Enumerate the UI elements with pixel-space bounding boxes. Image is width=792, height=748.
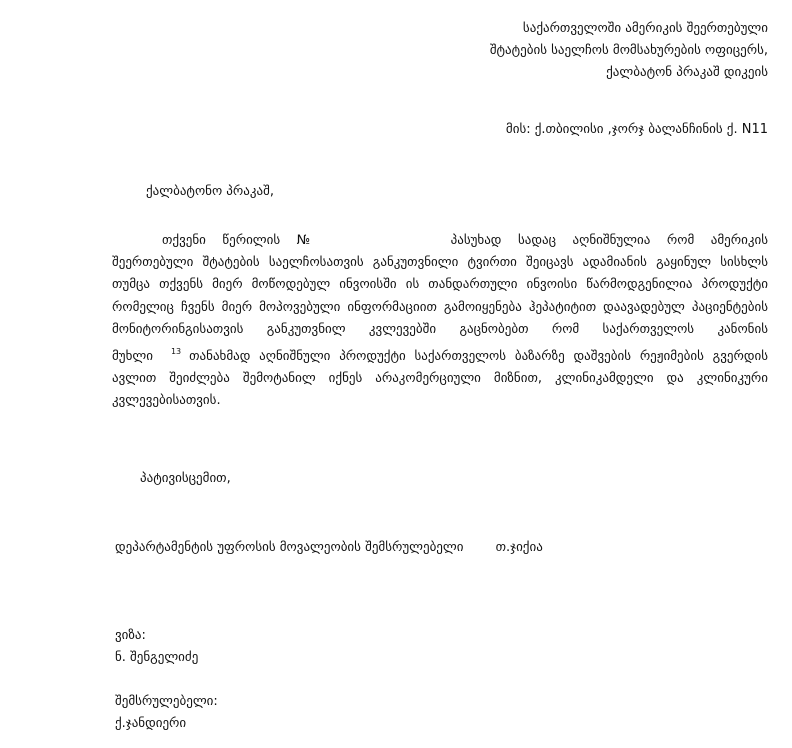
salutation: ქალბატონო პრაკაშ, bbox=[146, 184, 274, 199]
visa-label: ვიზა: bbox=[115, 628, 146, 643]
body-part-1: თქვენი წერილის № bbox=[162, 233, 321, 248]
signer-line bbox=[115, 540, 543, 555]
signer-title: დეპარტამენტის უფროსის მოვალეობის შემსრულებელი bbox=[115, 540, 464, 555]
executor-label: შემსრულებელი: bbox=[115, 694, 218, 709]
recipient-address: მის: ქ.თბილისი ,ჯორჯ ბალანჩინის ქ. N11 bbox=[505, 122, 768, 137]
closing: პატივისცემით, bbox=[140, 471, 231, 486]
body-part-3: თანახმად აღნიშნული პროდუქტი საქართველოს ბაზარზე დაშვების რეჟიმების გვერდის ავლით შეიძლება შემოტანილ იქნეს არაკომერციული მიზნით, კლინიკამდელი და კლინიკური კვლევებისათვის. bbox=[112, 349, 768, 409]
letter-body bbox=[112, 230, 768, 413]
recipient-line-1: საქართველოში ამერიკის შეერთებული bbox=[522, 21, 768, 36]
body-part-2: პასუხად სადაც აღნიშნულია რომ ამერიკის შეერთებული შტატების საელჩოსათვის განკუთვნილი ტვირთი შეიცავს ადამიანის გაყინულ სისხლს თუმცა თქვენს მიერ მოწოდებულ ინვოისში ის თანდართული ინვოისი წარმოდგენილია პროდუქტი რომელიც ჩვენს მიერ მოპოვებული ინფორმაციით გამოიყენება ჰეპატიტით დაავადებულ პაციენტების მონიტორინგისათვის განკუთვნილ კვლევებში გაცნობებთ რომ საქართველოს კანონის მუხლი bbox=[112, 233, 768, 365]
recipient-line-3: ქალბატონ პრაკაშ დიკეის bbox=[606, 65, 768, 80]
recipient-block bbox=[490, 18, 768, 84]
signer-name: თ.ჯიქია bbox=[495, 540, 543, 555]
footer-block bbox=[115, 625, 218, 735]
body-superscript: 13 bbox=[170, 347, 182, 357]
executor-name: ქ.ჯანდიერი bbox=[115, 716, 187, 731]
recipient-line-2: შტატების საელჩოს მომსახურების ოფიცერს, bbox=[489, 43, 768, 58]
visa-name: ნ. შენგელიძე bbox=[115, 650, 199, 665]
